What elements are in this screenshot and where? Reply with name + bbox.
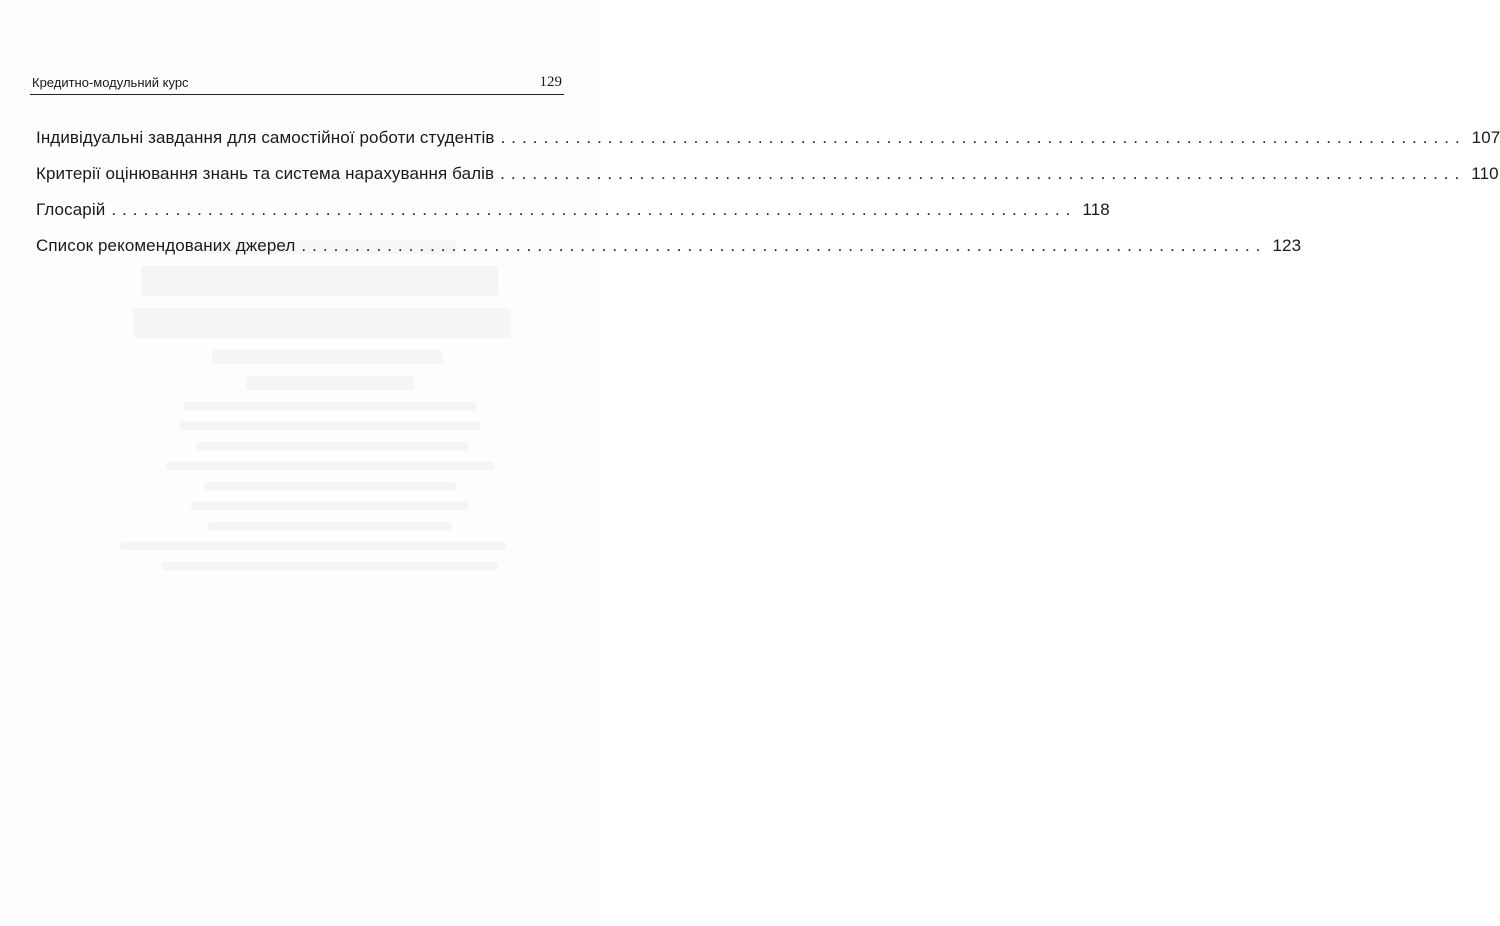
table-of-contents: [36, 120, 1500, 264]
toc-entry-title: Індивідуальні завдання для самостійної роботи студентів: [36, 128, 495, 147]
toc-entry[interactable]: [36, 120, 1500, 156]
toc-entry-title: Глосарій: [36, 200, 106, 219]
show-through-texture: [120, 240, 540, 780]
page-number: 129: [539, 74, 562, 90]
toc-entry[interactable]: [36, 156, 1499, 192]
toc-entry-page: 107: [1471, 128, 1500, 147]
toc-entry-title: Критерії оцінювання знань та система нарахування балів: [36, 164, 495, 183]
toc-leader-dots: ..........................................................................................: [111, 200, 1077, 219]
toc-entry[interactable]: [36, 192, 1110, 228]
toc-leader-dots: ..........................................................................................: [500, 128, 1466, 147]
toc-leader-dots: ..........................................................................................: [301, 236, 1267, 255]
course-title: Кредитно-модульний курс: [32, 75, 189, 90]
toc-entry-page: 118: [1082, 200, 1110, 219]
running-header: [30, 72, 564, 95]
toc-entry[interactable]: [36, 228, 1302, 264]
toc-entry-page: 110: [1471, 164, 1499, 183]
toc-leader-dots: ..........................................................................................: [500, 164, 1466, 183]
toc-entry-page: 123: [1272, 236, 1302, 255]
toc-entry-title: Список рекомендованих джерел: [36, 236, 296, 255]
